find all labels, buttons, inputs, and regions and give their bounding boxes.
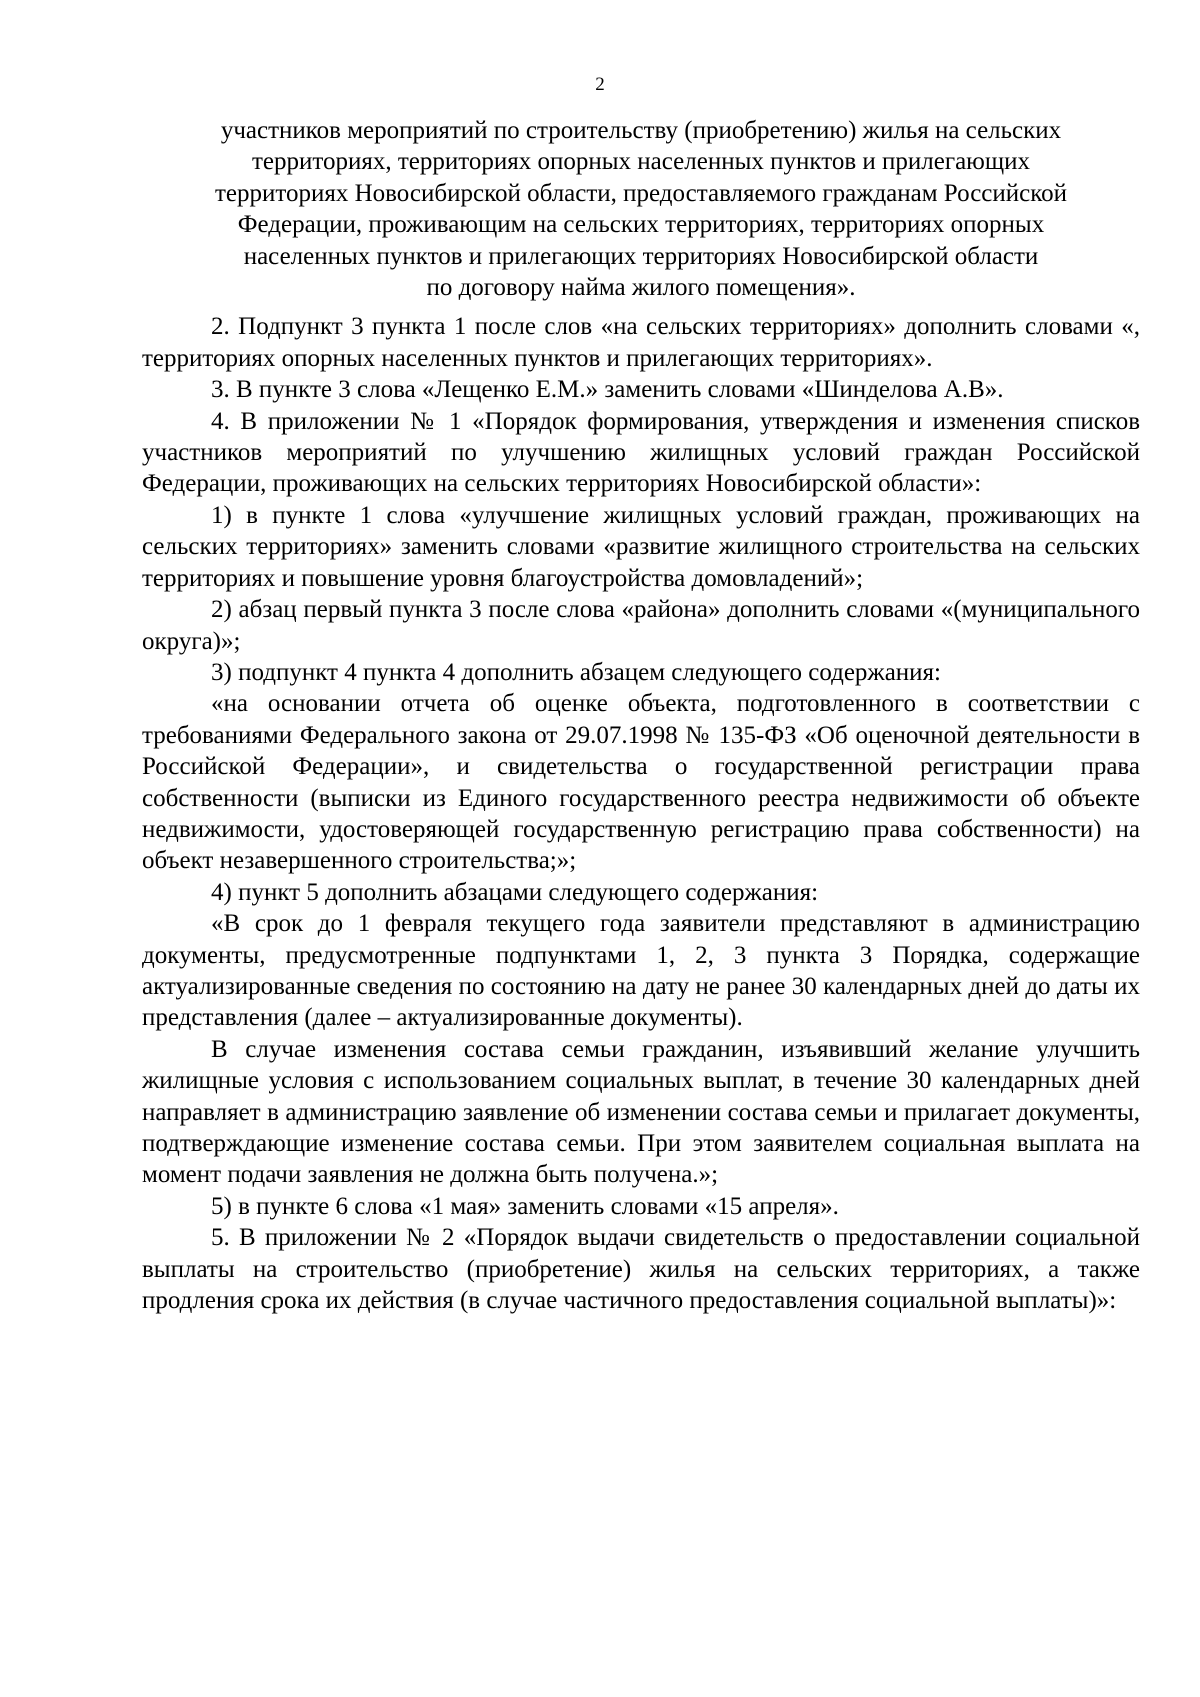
subitem-2: 2) абзац первый пункта 3 после слова «района» дополнить словами «(муниципального округа)»; (142, 596, 1140, 655)
quoted-paragraph: «на основании отчета об оценке объекта, подготовленного в соответствии с требованиями Федерального закона от 29.07.1998 № 135-ФЗ «Об оценочной деятельности в Российской Федерации», и свидетельства о государственной регистрации права собственности (выписки из Единого государственного реестра недвижимости об объекте недвижимости, удостоверяющей государственную регистрацию права собственности) на объект незавершенного строительства;»; (142, 690, 1140, 875)
subitem-5: 5) в пункте 6 слова «1 мая» заменить словами «15 апреля». (211, 1192, 839, 1220)
title-line: территориях, территориях опорных населенных пунктов и прилегающих (252, 148, 1030, 176)
document-body (142, 115, 1140, 1316)
subitem-4: 4) пункт 5 дополнить абзацами следующего содержания: (211, 878, 819, 906)
amendment-paragraph-2: 2. Подпункт 3 пункта 1 после слов «на сельских территориях» дополнить словами «, территориях опорных населенных пунктов и прилегающих территориях». (142, 313, 1140, 372)
page-number: 2 (595, 74, 605, 95)
amendment-paragraph-3: 3. В пункте 3 слова «Лещенко Е.М.» заменить словами «Шинделова А.В». (211, 376, 1004, 404)
quoted-paragraph: «В срок до 1 февраля текущего года заявители представляют в администрацию документы, предусмотренные подпунктами 1, 2, 3 пункта 3 Порядка, содержащие актуализированные сведения по состоянию на дату не ранее 30 календарных дней до даты их представления (далее – актуализированные документы). (142, 910, 1140, 1032)
title-line: населенных пунктов и прилегающих территориях Новосибирской области (243, 242, 1039, 270)
title-line: по договору найма жилого помещения». (426, 274, 856, 302)
title-line: участников мероприятий по строительству (приобретению) жилья на сельских (220, 117, 1062, 144)
amendment-paragraph-5: 5. В приложении № 2 «Порядок выдачи свидетельств о предоставлении социальной выплаты на строительство (приобретение) жилья на сельских территориях, а также продления срока их действия (в случае частичного предоставления социальной выплаты)»: (142, 1224, 1140, 1315)
subitem-3: 3) подпункт 4 пункта 4 дополнить абзацем следующего содержания: (211, 658, 941, 686)
quoted-paragraph: В случае изменения состава семьи гражданин, изъявивший желание улучшить жилищные условия с использованием социальных выплат, в течение 30 календарных дней направляет в администрацию заявление об изменении состава семьи и прилагает документы, подтверждающие изменение состава семьи. При этом заявителем социальная выплата на момент подачи заявления не должна быть получена.»; (142, 1035, 1140, 1189)
resolution-title-continuation (142, 115, 1140, 303)
subitem-1: 1) в пункте 1 слова «улучшение жилищных условий граждан, проживающих на сельских территориях» заменить словами «развитие жилищного строительства на сельских территориях и повышение уровня благоустройства домовладений»; (142, 501, 1140, 592)
amendment-paragraph-4: 4. В приложении № 1 «Порядок формирования, утверждения и изменения списков участников мероприятий по улучшению жилищных условий граждан Российской Федерации, проживающих на сельских территориях Новосибирской области»: (142, 407, 1140, 498)
title-line: Федерации, проживающим на сельских территориях, территориях опорных (237, 211, 1045, 239)
title-line: территориях Новосибирской области, предоставляемого гражданам Российской (214, 179, 1068, 207)
